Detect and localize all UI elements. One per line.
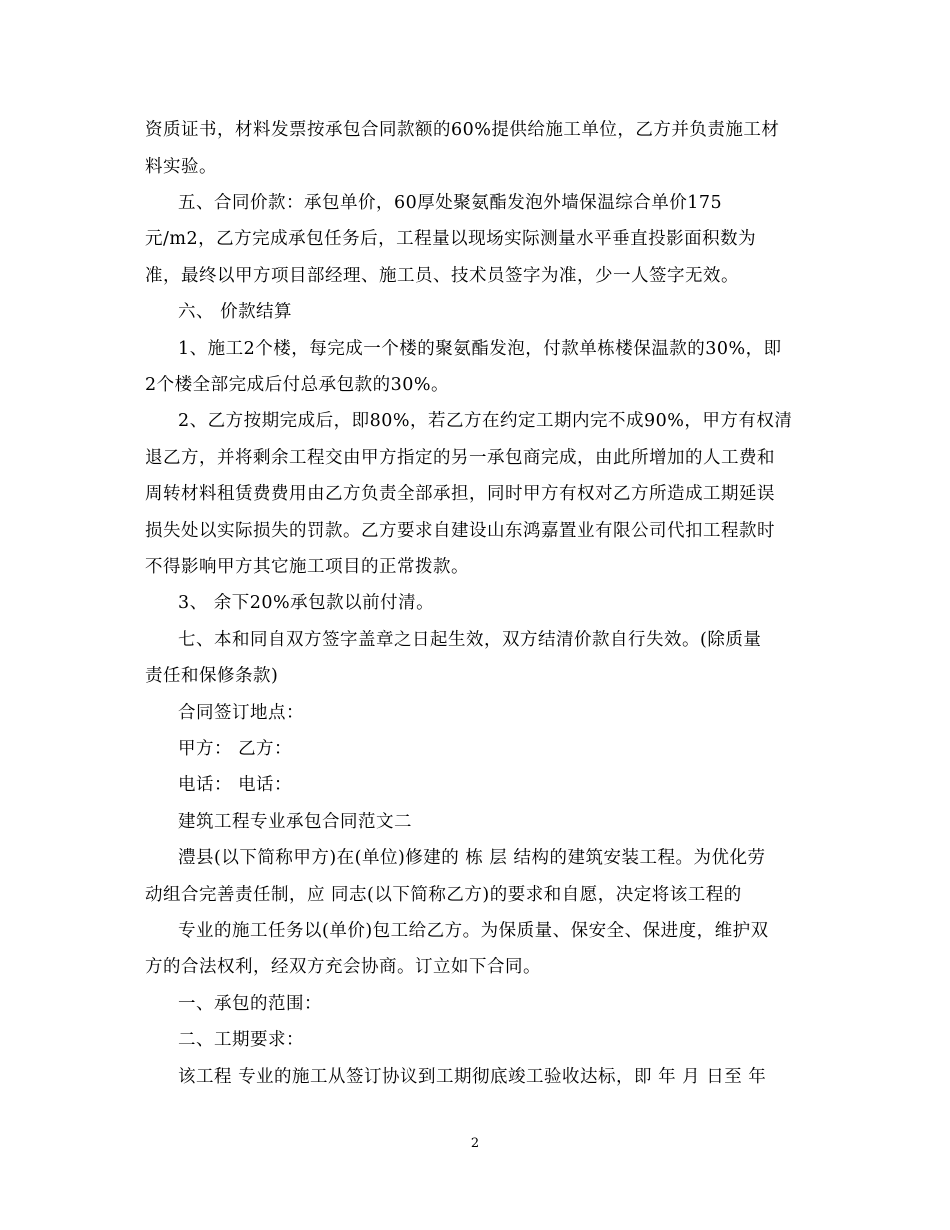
body-text-line: 方的合法权利，经双方充会协商。订立如下合同。 bbox=[145, 957, 541, 977]
body-text-line: 动组合完善责任制，应 同志(以下简称乙方)的要求和自愿，决定将该工程的 bbox=[145, 885, 742, 905]
body-text-line: 2、乙方按期完成后，即80%，若乙方在约定工期内完不成90%，甲方有权清 bbox=[178, 411, 793, 431]
body-text-line: 专业的施工任务以(单价)包工给乙方。为保质量、保安全、保进度，维护双 bbox=[178, 921, 769, 941]
body-text-line: 料实验。 bbox=[145, 157, 217, 177]
body-text-line: 1、施工2个楼，每完成一个楼的聚氨酯发泡，付款单栋楼保温款的30%，即 bbox=[178, 339, 782, 359]
body-text-line: 周转材料租赁费费用由乙方负责全部承担，同时甲方有权对乙方所造成工期延误 bbox=[145, 484, 775, 504]
body-text-line: 资质证书，材料发票按承包合同款额的60%提供给施工单位，乙方并负责施工材 bbox=[145, 120, 780, 140]
section-heading-scope: 一、承包的范围： bbox=[178, 994, 322, 1014]
body-text-line: 澧县(以下简称甲方)在(单位)修建的 栋 层 结构的建筑安装工程。为优化劳 bbox=[178, 848, 766, 868]
body-text-line: 2个楼全部完成后付总承包款的30%。 bbox=[145, 375, 450, 395]
body-text-line: 元/m2，乙方完成承包任务后，工程量以现场实际测量水平垂直投影面积数为 bbox=[145, 229, 757, 249]
body-text-line: 损失处以实际损失的罚款。乙方要求自建设山东鸿嘉置业有限公司代扣工程款时 bbox=[145, 521, 775, 541]
body-text-line: 该工程 专业的施工从签订协议到工期彻底竣工验收达标，即 年 月 日至 年 bbox=[178, 1067, 767, 1087]
section-heading-contract-price: 五、合同价款：承包单价，60厚处聚氨酯发泡外墙保温综合单价175 bbox=[178, 193, 723, 213]
signing-place-label: 合同签订地点： bbox=[178, 703, 304, 723]
body-text-line: 3、 余下20%承包款以前付清。 bbox=[178, 593, 435, 613]
party-labels: 甲方： 乙方： bbox=[178, 739, 293, 759]
subtitle-sample-two: 建筑工程专业承包合同范文二 bbox=[178, 812, 412, 832]
body-text-line: 责任和保修条款) bbox=[145, 666, 279, 686]
section-heading-settlement: 六、 价款结算 bbox=[178, 302, 293, 322]
page-number: 2 bbox=[470, 1136, 480, 1151]
body-text-line: 退乙方，并将剩余工程交由甲方指定的另一承包商完成，由此所增加的人工费和 bbox=[145, 448, 775, 468]
body-text-line: 不得影响甲方其它施工项目的正常拨款。 bbox=[145, 557, 469, 577]
section-heading-schedule: 二、工期要求： bbox=[178, 1030, 304, 1050]
body-text-line: 准，最终以甲方项目部经理、施工员、技术员签字为准，少一人签字无效。 bbox=[145, 266, 739, 286]
phone-labels: 电话： 电话： bbox=[178, 775, 293, 795]
section-heading-effective: 七、本和同自双方签字盖章之日起生效，双方结清价款自行失效。(除质量 bbox=[178, 630, 762, 650]
